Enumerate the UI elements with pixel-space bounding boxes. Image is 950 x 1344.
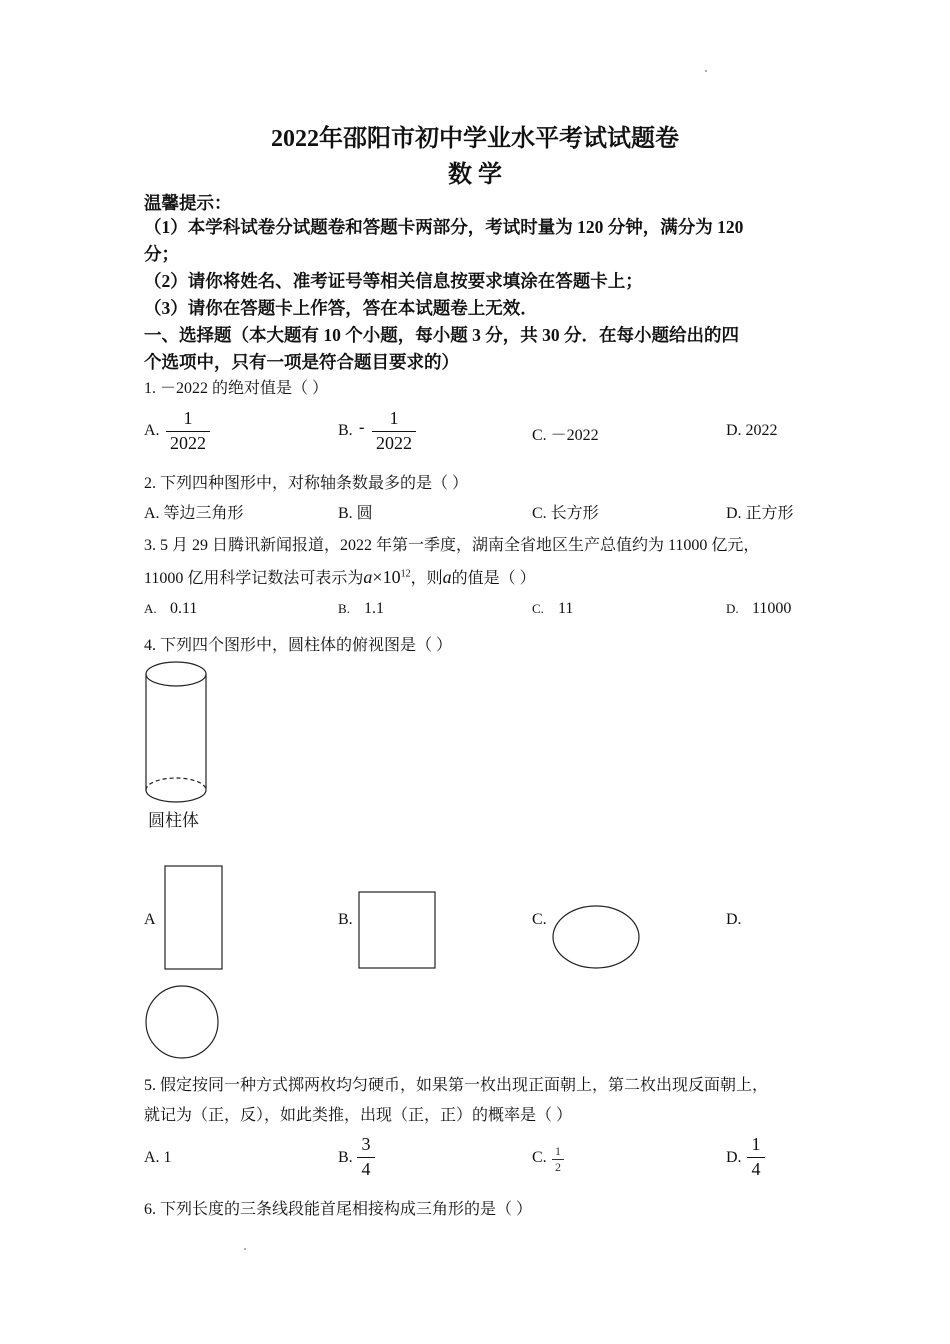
tips-heading: 温馨提示： — [144, 193, 232, 213]
q4-option-c-ellipse — [552, 904, 642, 972]
q1-option-b-numerator: 1 — [389, 408, 399, 428]
q3-option-b-label: B. — [338, 601, 350, 616]
q2-option-c: C. 长方形 — [532, 505, 599, 522]
q1-option-b-label: B. — [338, 422, 353, 439]
ellipse-shape — [553, 906, 639, 968]
q5-option-d-label: D. — [726, 1149, 742, 1166]
q3-stem-line-1: 3. 5 月 29 日腾讯新闻报道，2022 年第一季度，湖南全省地区生产总值约为 11000 亿元， — [144, 537, 760, 554]
fraction-bar — [372, 431, 416, 432]
tips-line-3: （3）请你在答题卡上作答，答在本试题卷上无效． — [144, 298, 538, 318]
q3-option-b-value: 1.1 — [364, 600, 384, 617]
section1-line-2: 个选项中，只有一项是符合题目要求的） — [144, 352, 459, 372]
q2-stem: 2. 下列四种图形中，对称轴条数最多的是（ ） — [144, 475, 469, 492]
q1-option-b-fraction — [372, 408, 416, 453]
fraction-bar — [747, 1157, 765, 1158]
tips-line-1a: （1）本学科试卷分试题卷和答题卡两部分，考试时量为 120 分钟，满分为 120 — [144, 217, 744, 237]
q5-option-c-fraction — [552, 1145, 564, 1174]
scan-dot — [244, 1248, 246, 1250]
q3-option-d-label: D. — [726, 601, 739, 616]
q4-stem: 4. 下列四个图形中，圆柱体的俯视图是（ ） — [144, 637, 453, 654]
cylinder-bottom-hidden-arc — [146, 778, 206, 790]
q1-option-a-fraction — [166, 408, 210, 453]
q4-option-a-label: A — [144, 911, 156, 928]
q3-stem-suffix: 的值是（ ） — [451, 570, 536, 587]
q5-stem-line-2: 就记为（正，反），如此类推，出现（正，正）的概率是（ ） — [144, 1107, 573, 1124]
q5-option-b-label: B. — [338, 1149, 353, 1166]
q1-option-c: C. －2022 — [532, 427, 599, 444]
q3-exponent: 12 — [400, 568, 411, 580]
q6-stem: 6. 下列长度的三条线段能首尾相接构成三角形的是（ ） — [144, 1201, 533, 1218]
q5-option-c-numerator: 1 — [555, 1144, 561, 1158]
q3-variable-a-2: a — [442, 567, 452, 587]
q5-option-d-denominator: 4 — [751, 1159, 761, 1179]
q1-option-b-sign: - — [359, 419, 365, 436]
q3-stem-line-2 — [144, 565, 536, 588]
cylinder-caption: 圆柱体 — [148, 811, 199, 830]
q1-option-b-denominator: 2022 — [376, 433, 412, 453]
section1-line-1: 一、选择题（本大题有 10 个小题，每小题 3 分，共 30 分．在每小题给出的四 — [144, 325, 739, 345]
q4-option-a-rectangle — [164, 865, 224, 971]
q5-option-b-fraction — [357, 1134, 375, 1179]
q3-option-a-value: 0.11 — [170, 600, 198, 617]
q5-stem-line-1: 5. 假定按同一种方式掷两枚均匀硬币，如果第一枚出现正面朝上，第二枚出现反面朝上， — [144, 1077, 769, 1094]
exam-title: 2022年邵阳市初中学业水平考试试题卷 — [271, 126, 679, 152]
q5-option-c-label: C. — [532, 1149, 547, 1166]
q4-option-d-label: D. — [726, 911, 742, 928]
subject-title: 数 学 — [448, 162, 502, 188]
q5-option-c-denominator: 2 — [555, 1160, 561, 1174]
q3-stem-prefix: 11000 亿用科学记数法可表示为 — [144, 570, 364, 587]
fraction-bar — [166, 431, 210, 432]
q3-option-c-value: 11 — [558, 600, 574, 617]
cylinder-bottom-front-arc — [146, 790, 206, 802]
q4-option-b-square — [358, 891, 438, 971]
q2-option-b: B. 圆 — [338, 505, 373, 522]
q4-option-d-circle — [144, 985, 222, 1063]
tips-line-1b: 分； — [144, 244, 179, 264]
circle-shape — [146, 986, 218, 1058]
q1-option-a-label: A. — [144, 422, 160, 439]
cylinder-top-ellipse — [146, 662, 206, 686]
q3-times-ten: ×10 — [372, 567, 401, 587]
q3-variable-a: a — [363, 567, 373, 587]
q2-option-a: A. 等边三角形 — [144, 505, 244, 522]
q5-option-a: A. 1 — [144, 1149, 172, 1166]
square-shape — [359, 892, 435, 968]
q5-option-b-denominator: 4 — [361, 1159, 371, 1179]
q5-option-b-numerator: 3 — [361, 1134, 371, 1154]
q1-option-d: D. 2022 — [726, 422, 778, 439]
q5-option-d-fraction — [747, 1134, 765, 1179]
tall-rectangle-shape — [165, 866, 222, 969]
q2-option-d: D. 正方形 — [726, 505, 794, 522]
q3-option-a-label: A. — [144, 601, 157, 616]
q5-option-d-numerator: 1 — [751, 1134, 761, 1154]
scan-dot — [705, 70, 707, 72]
q3-option-d-value: 11000 — [752, 600, 792, 617]
q1-stem: 1. －2022 的绝对值是（ ） — [144, 380, 329, 397]
q1-option-a-denominator: 2022 — [170, 433, 206, 453]
q4-option-c-label: C. — [532, 911, 547, 928]
tips-line-2: （2）请你将姓名、准考证号等相关信息按要求填涂在答题卡上； — [144, 271, 643, 291]
fraction-bar — [357, 1157, 375, 1158]
q1-option-a-numerator: 1 — [183, 408, 193, 428]
q3-option-c-label: C. — [532, 601, 544, 616]
cylinder-figure — [140, 655, 220, 805]
q3-stem-middle: ，则 — [410, 570, 443, 587]
q4-option-b-label: B. — [338, 911, 353, 928]
